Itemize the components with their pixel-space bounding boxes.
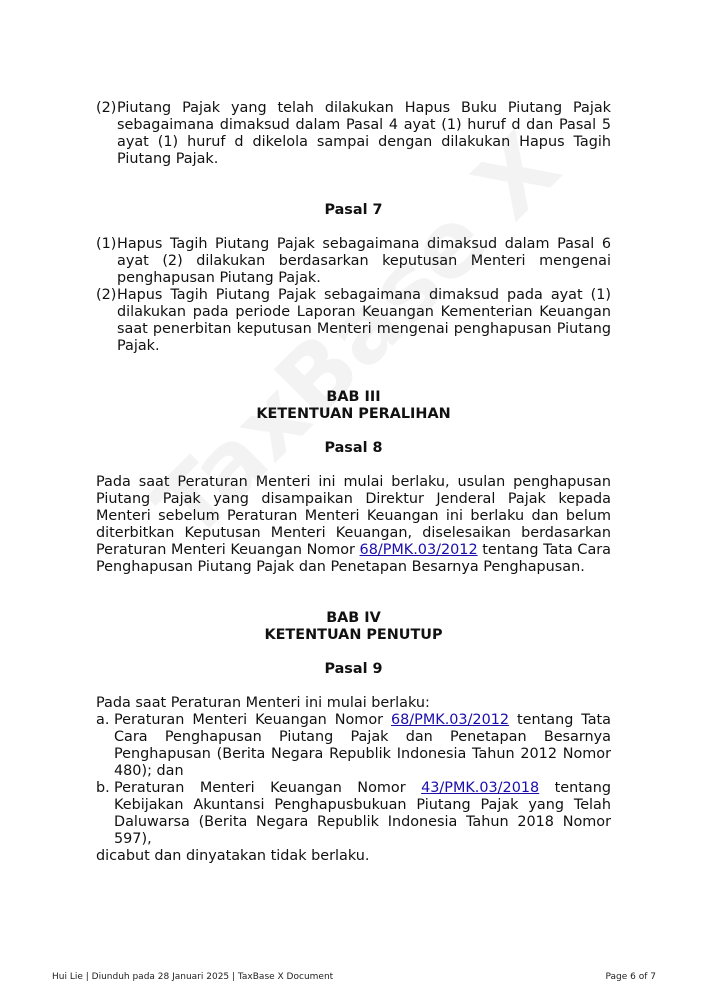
item-text-after: tentang Kebijakan Akuntansi Penghapusbukuan Piutang Pajak yang Telah Daluwarsa (Berita Negara Republik Indonesia Tahun 2018 Nomor 597), xyxy=(114,780,611,847)
list-item xyxy=(96,780,611,848)
item-text-before: Peraturan Menteri Keuangan Nomor xyxy=(114,780,422,796)
list-item xyxy=(96,712,611,780)
bab-4-subtitle: KETENTUAN PENUTUP xyxy=(264,627,443,643)
pasal-9-closing: dicabut dan dinyatakan tidak berlaku. xyxy=(96,848,370,864)
item-number: (2) xyxy=(96,287,117,303)
footer-page-number: Page 6 of 7 xyxy=(605,972,656,982)
bab-3-title: BAB III xyxy=(326,389,381,405)
regulation-link-43-2018[interactable]: 43/PMK.03/2018 xyxy=(421,780,540,796)
footer-download-info: Hui Lie | Diunduh pada 28 Januari 2025 | TaxBase X Document xyxy=(52,972,334,982)
item-number: (2) xyxy=(96,100,117,116)
document-body xyxy=(96,100,611,865)
item-text: Piutang Pajak yang telah dilakukan Hapus Buku Piutang Pajak sebagaimana dimaksud dalam Pasal 4 ayat (1) huruf d dan Pasal 5 ayat (1) huruf d dikelola sampai dengan dilakukan Hapus Tagih Piutang Pajak. xyxy=(117,100,611,167)
item-text-before: Peraturan Menteri Keuangan Nomor xyxy=(114,712,391,728)
bab-4-title: BAB IV xyxy=(326,610,381,626)
pasal-8-text-before: Pada saat Peraturan Menteri ini mulai berlaku, usulan penghapusan Piutang Pajak yang disampaikan Direktur Jenderal Pajak kepada Menteri sebelum Peraturan Menteri Keuangan ini berlaku dan belum diterbitkan Keputusan Menteri Keuangan, diselesaikan berdasarkan Peraturan Menteri Keuangan Nomor xyxy=(96,474,611,558)
item-text: Hapus Tagih Piutang Pajak sebagaimana dimaksud dalam Pasal 6 ayat (2) dilakukan berdasarkan keputusan Menteri mengenai penghapusan Piutang Pajak. xyxy=(117,236,611,286)
item-letter: a. xyxy=(96,712,110,728)
item-number: (1) xyxy=(96,236,117,252)
list-item xyxy=(96,236,611,287)
list-item xyxy=(96,287,611,355)
pasal-9-title: Pasal 9 xyxy=(324,661,383,677)
item-text xyxy=(114,780,611,848)
pasal-8-title: Pasal 8 xyxy=(324,440,383,456)
item-text-after: tentang Tata Cara Penghapusan Piutang Pajak dan Penetapan Besarnya Penghapusan (Berita Negara Republik Indonesia Tahun 2012 Nomor 480); dan xyxy=(114,712,611,779)
list-item xyxy=(96,100,611,168)
item-text xyxy=(114,712,611,780)
pasal-7-title: Pasal 7 xyxy=(324,202,383,218)
regulation-link-68-2012[interactable]: 68/PMK.03/2012 xyxy=(391,712,510,728)
regulation-link-68-2012[interactable]: 68/PMK.03/2012 xyxy=(359,542,478,558)
pasal-8-paragraph xyxy=(96,474,611,576)
bab-3-subtitle: KETENTUAN PERALIHAN xyxy=(256,406,451,422)
item-text: Hapus Tagih Piutang Pajak sebagaimana dimaksud pada ayat (1) dilakukan pada periode Laporan Keuangan Kementerian Keuangan saat penerbitan keputusan Menteri mengenai penghapusan Piutang Pajak. xyxy=(117,287,611,354)
item-letter: b. xyxy=(96,780,110,796)
pasal-8-text-after: tentang Tata Cara Penghapusan Piutang Pajak dan Penetapan Besarnya Penghapusan. xyxy=(96,542,611,575)
pasal-9-intro: Pada saat Peraturan Menteri ini mulai berlaku: xyxy=(96,695,430,711)
